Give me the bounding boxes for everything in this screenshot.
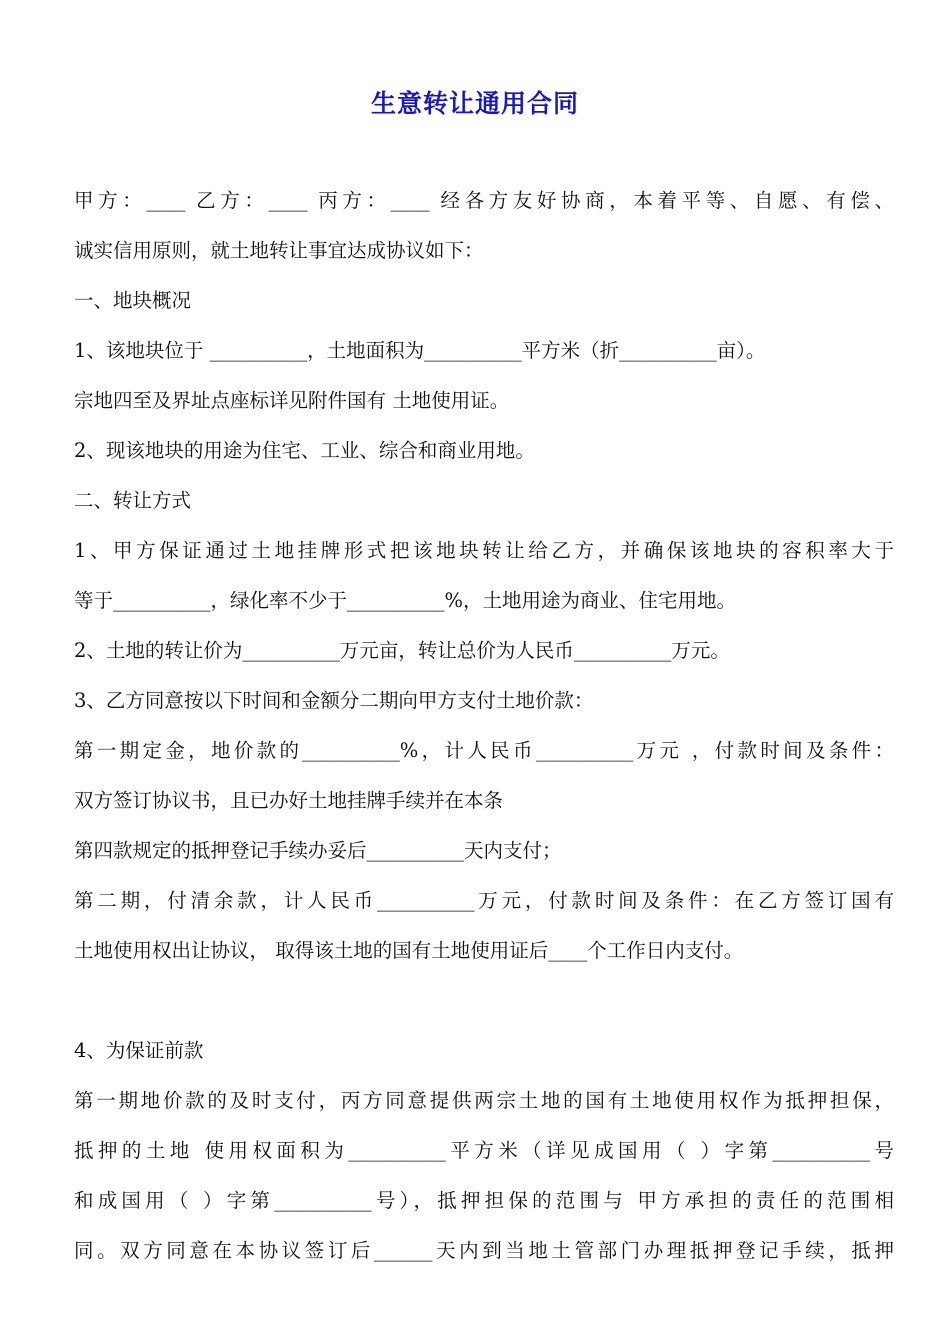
- paragraph-line: 第一期定金，地价款的__________%，计人民币__________万元 ，付款时间及条件：: [74, 739, 894, 762]
- paragraph-line: 同。双方同意在本协议签订后______天内到当地土管部门办理抵押登记手续，抵押: [74, 1239, 894, 1262]
- paragraph-line: 双方签订协议书，且已办好土地挂牌手续并在本条: [74, 789, 504, 812]
- paragraph-line: 2、土地的转让价为__________万元亩，转让总价为人民币__________万元。: [74, 639, 730, 662]
- paragraph-line: 2、现该地块的用途为住宅、工业、综合和商业用地。: [74, 439, 535, 462]
- paragraph-line: 1、该地块位于 __________，土地面积为__________平方米（折__________亩）。: [74, 339, 766, 362]
- paragraph-line: 土地使用权出让协议， 取得该土地的国有土地使用证后____个工作日内支付。: [74, 939, 744, 962]
- paragraph-line: 第四款规定的抵押登记手续办妥后__________天内支付；: [74, 839, 562, 862]
- section-heading: 二、转让方式: [74, 489, 192, 512]
- paragraph-line: 和成国用（ ）字第__________号），抵押担保的范围与 甲方承担的责任的范围相: [74, 1189, 894, 1212]
- paragraph-line: 第二期，付清余款，计人民币__________万元，付款时间及条件：在乙方签订国有: [74, 889, 894, 912]
- document-title: 生意转让通用合同: [370, 89, 579, 118]
- paragraph-line: 1、甲方保证通过土地挂牌形式把该地块转让给乙方，并确保该地块的容积率大于: [74, 539, 894, 562]
- paragraph-line: 抵押的土地 使用权面积为__________平方米（详见成国用（ ）字第__________号: [74, 1139, 894, 1162]
- section-heading: 一、地块概况: [74, 289, 192, 312]
- paragraph-line: 等于__________，绿化率不少于__________%，土地用途为商业、住宅用地。: [74, 589, 737, 612]
- paragraph-line: 宗地四至及界址点座标详见附件国有 土地使用证。: [74, 389, 510, 412]
- paragraph-line: 第一期地价款的及时支付，丙方同意提供两宗土地的国有土地使用权作为抵押担保，: [74, 1089, 894, 1112]
- section-heading: 4、为保证前款: [74, 1039, 204, 1062]
- paragraph-line: 3、乙方同意按以下时间和金额分二期向甲方支付土地价款：: [74, 689, 594, 712]
- paragraph-line: 诚实信用原则，就土地转让事宜达成协议如下：: [74, 239, 484, 262]
- paragraph-line: 甲方：____ 乙方：____ 丙方：____ 经各方友好协商，本着平等、自愿、有偿、: [74, 189, 894, 212]
